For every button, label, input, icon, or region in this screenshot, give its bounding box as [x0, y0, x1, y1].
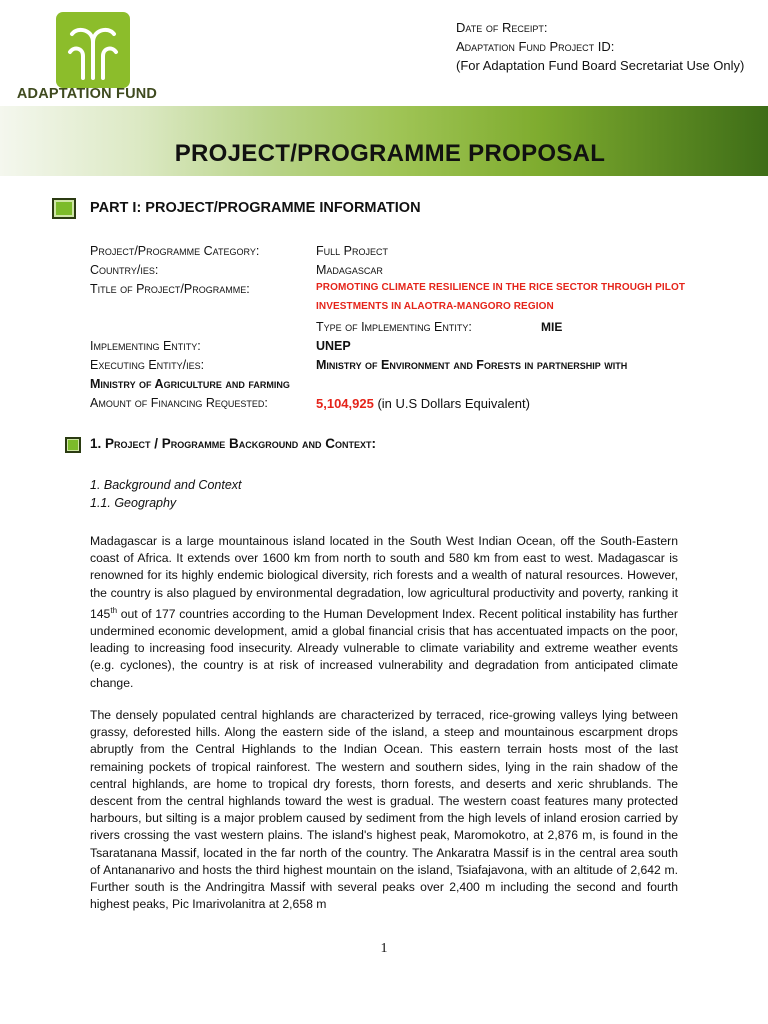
country-label: Country/ies:: [90, 263, 159, 277]
section1-heading: 1. Project / Programme Background and Context:: [90, 436, 377, 451]
amount-value: 5,104,925: [316, 396, 374, 411]
date-of-receipt-label: Date of Receipt:: [456, 20, 548, 35]
info-row-title: [90, 282, 710, 301]
paragraph-highlands: The densely populated central highlands are characterized by terraced, rice-growing valleys lying between grassy, deforested hills. Along the eastern side of the island, a steep and mountainous escarpment drops abruptly from the Central Highlands to the Indian Ocean. This eastern terrain hosts most of the last remaining pockets of tropical rainforest. The western and southern sides, lying in the rain shadow of the central highlands, are home to tropical dry forests, thorn forests, and deserts and xeric shrublands. The descent from the central highlands toward the west is gradual. The western coast features many protected harbours, but silting is a major problem caused by sediment from the high levels of inland erosion carried by rivers crossing the vast western plains. The island's highest peak, Maromokotro, at 2,876 m, is found in the Tsaratanana Massif, located in the far north of the country. The Ankaratra Massif is in the central area south of Antananarivo and hosts the third highest mountain on the island, Tsiafajavona, with an altitude of 2,642 m. Further south is the Andringitra Massif with several peaks over 2,400 m including the second and fourth highest peaks, Pic Imarivolanitra at 2,658 m: [90, 708, 678, 912]
amount-label: Amount of Financing Requested:: [90, 396, 268, 410]
executing-label: Executing Entity/ies:: [90, 358, 205, 372]
info-row-country: [90, 263, 710, 282]
receipt-block: [456, 18, 756, 75]
header-banner: [0, 106, 768, 176]
paragraph-overview: [90, 533, 678, 692]
info-row-title-cont: [90, 301, 710, 320]
type-value: MIE: [541, 320, 563, 334]
info-row-executing-cont: [90, 377, 710, 396]
amount-value-group: [316, 396, 530, 411]
amount-unit: (in U.S Dollars Equivalent): [373, 396, 530, 411]
part1-checkbox-icon: [52, 198, 76, 219]
implementing-value: UNEP: [316, 339, 351, 353]
implementing-label: Implementing Entity:: [90, 339, 201, 353]
info-row-executing: [90, 358, 710, 377]
adaptation-fund-logo: [12, 12, 162, 104]
info-row-type: [90, 320, 710, 339]
secretariat-note: (For Adaptation Fund Board Secretariat Use Only): [456, 58, 745, 73]
subheading-background: 1. Background and Context: [90, 478, 242, 492]
project-id-label: Adaptation Fund Project ID:: [456, 39, 615, 54]
subheading-geography: 1.1. Geography: [90, 496, 177, 510]
title-value-line2: INVESTMENTS IN ALAOTRA-MANGORO REGION: [316, 301, 554, 312]
executing-value-cont: Ministry of Agriculture and farming: [90, 377, 290, 391]
category-value: Full Project: [316, 244, 388, 258]
project-info-table: [90, 244, 710, 415]
ordinal-suffix: th: [110, 605, 118, 615]
info-row-amount: [90, 396, 710, 415]
logo-text: ADAPTATION FUND: [16, 86, 158, 102]
proposal-title: PROJECT/PROGRAMME PROPOSAL: [174, 140, 606, 167]
page-number: 1: [380, 941, 388, 956]
category-label: Project/Programme Category:: [90, 244, 260, 258]
logo-emblem-icon: [56, 12, 130, 88]
title-value-line1: PROMOTING CLIMATE RESILIENCE IN THE RICE SECTOR THROUGH PILOT: [316, 282, 686, 293]
executing-value: Ministry of Environment and Forests in partnership with: [316, 358, 628, 372]
type-label: Type of Implementing Entity:: [316, 320, 472, 334]
country-value: Madagascar: [316, 263, 383, 277]
paragraph-overview-a: Madagascar is a large mountainous island located in the South West Indian Ocean, off the South-Eastern coast of Africa. It extends over 1600 km from north to south and 580 km from east to west. Madagascar is renowned for its highly endemic biological diversity, rich forests and a wealth of natural resources. However, the country is also plagued by environmental degradation, low agricultural productivity and poverty, ranking it 145: [90, 534, 678, 621]
paragraph-overview-b: out of 177 countries according to the Human Development Index. Recent political instability has further undermined economic development, amid a global financial crisis that has accentuated impacts on the poor, leading to increasing food insecurity. Already vulnerable to climate variability and extreme weather events (e.g. cyclones), the country is at risk of increased vulnerability and degradation from anticipated climate change.: [90, 606, 678, 690]
section1-checkbox-icon: [65, 437, 81, 453]
title-label: Title of Project/Programme:: [90, 282, 250, 296]
part1-heading: PART I: PROJECT/PROGRAMME INFORMATION: [90, 200, 421, 216]
info-row-category: [90, 244, 710, 263]
info-row-implementing: [90, 339, 710, 358]
